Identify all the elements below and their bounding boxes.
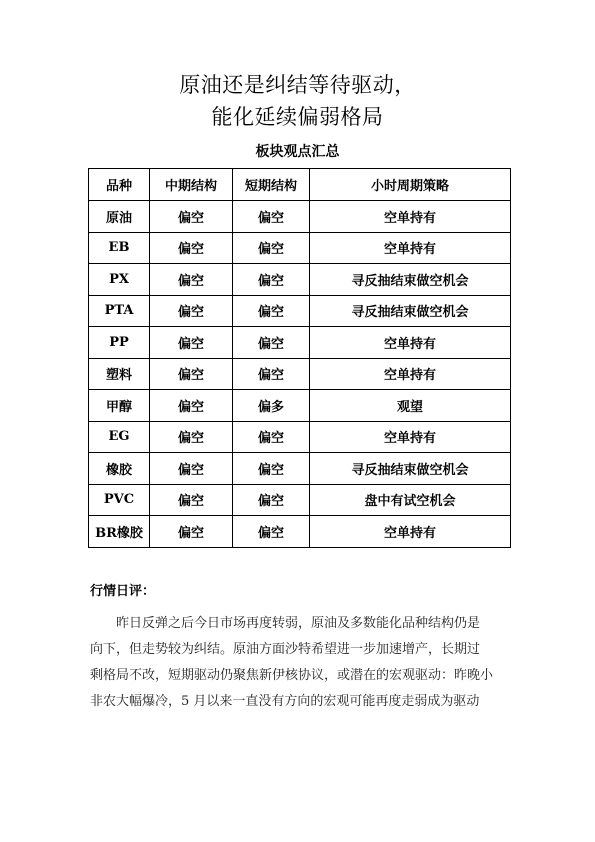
table-row	[89, 390, 511, 422]
document-title-line-2: 能化延续偏弱格局	[211, 105, 384, 129]
cell-medium-term: 偏空	[150, 421, 233, 453]
cell-short-term: 偏空	[233, 232, 310, 264]
commentary-line: 非农大幅爆冷，5 月以来一直没有方向的宏观可能再度走弱成为驱动	[90, 694, 480, 709]
cell-medium-term: 偏空	[150, 232, 233, 264]
table-row	[89, 453, 511, 485]
cell-variety: PP	[89, 327, 150, 359]
cell-hourly-strategy: 观望	[310, 390, 511, 422]
cell-hourly-strategy: 空单持有	[310, 201, 511, 233]
cell-short-term: 偏空	[233, 516, 310, 548]
cell-variety: PVC	[89, 484, 150, 516]
cell-short-term: 偏空	[233, 421, 310, 453]
cell-variety: 塑料	[89, 358, 150, 390]
cell-medium-term: 偏空	[150, 295, 233, 327]
table-row	[89, 232, 511, 264]
cell-short-term: 偏空	[233, 327, 310, 359]
table-row	[89, 484, 511, 516]
cell-medium-term: 偏空	[150, 201, 233, 233]
cell-medium-term: 偏空	[150, 264, 233, 296]
cell-medium-term: 偏空	[150, 516, 233, 548]
sector-view-table	[88, 168, 511, 548]
cell-hourly-strategy: 空单持有	[310, 232, 511, 264]
cell-medium-term: 偏空	[150, 390, 233, 422]
cell-hourly-strategy: 空单持有	[310, 516, 511, 548]
cell-variety: PTA	[89, 295, 150, 327]
table-header-row	[89, 169, 511, 201]
cell-medium-term: 偏空	[150, 484, 233, 516]
cell-medium-term: 偏空	[150, 358, 233, 390]
cell-short-term: 偏空	[233, 295, 310, 327]
cell-short-term: 偏空	[233, 201, 310, 233]
cell-hourly-strategy: 寻反抽结束做空机会	[310, 264, 511, 296]
commentary-paragraph	[90, 611, 510, 715]
cell-variety: EB	[89, 232, 150, 264]
cell-hourly-strategy: 寻反抽结束做空机会	[310, 453, 511, 485]
table-body	[89, 201, 511, 548]
commentary-line: 昨日反弹之后今日市场再度转弱，原油及多数能化品种结构仍是	[90, 616, 481, 631]
commentary-line: 向下，但走势较为纠结。原油方面沙特希望进一步加速增产，长期过	[90, 642, 481, 657]
cell-variety: EG	[89, 421, 150, 453]
cell-hourly-strategy: 空单持有	[310, 421, 511, 453]
section-subtitle: 板块观点汇总	[255, 144, 340, 160]
cell-hourly-strategy: 盘中有试空机会	[310, 484, 511, 516]
commentary-label: 行情日评：	[90, 584, 156, 599]
table-row	[89, 295, 511, 327]
cell-variety: 甲醇	[89, 390, 150, 422]
cell-hourly-strategy: 空单持有	[310, 358, 511, 390]
column-header-hourly-strategy: 小时周期策略	[310, 169, 511, 201]
table-row	[89, 327, 511, 359]
table-row	[89, 516, 511, 548]
cell-medium-term: 偏空	[150, 453, 233, 485]
cell-hourly-strategy: 寻反抽结束做空机会	[310, 295, 511, 327]
cell-short-term: 偏空	[233, 453, 310, 485]
document-title-line-1: 原油还是纠结等待驱动，	[179, 73, 416, 97]
table-row	[89, 358, 511, 390]
commentary-line: 剩格局不改，短期驱动仍聚焦新伊核协议，或潜在的宏观驱动：昨晚小	[90, 668, 494, 683]
cell-variety: BR橡胶	[89, 516, 150, 548]
cell-short-term: 偏空	[233, 264, 310, 296]
cell-variety: 橡胶	[89, 453, 150, 485]
cell-variety: PX	[89, 264, 150, 296]
table-row	[89, 264, 511, 296]
cell-hourly-strategy: 空单持有	[310, 327, 511, 359]
column-header-variety: 品种	[89, 169, 150, 201]
cell-short-term: 偏空	[233, 484, 310, 516]
column-header-short-term: 短期结构	[233, 169, 310, 201]
column-header-medium-term: 中期结构	[150, 169, 233, 201]
cell-short-term: 偏空	[233, 358, 310, 390]
table-row	[89, 421, 511, 453]
cell-medium-term: 偏空	[150, 327, 233, 359]
cell-short-term: 偏多	[233, 390, 310, 422]
cell-variety: 原油	[89, 201, 150, 233]
table-row	[89, 201, 511, 233]
